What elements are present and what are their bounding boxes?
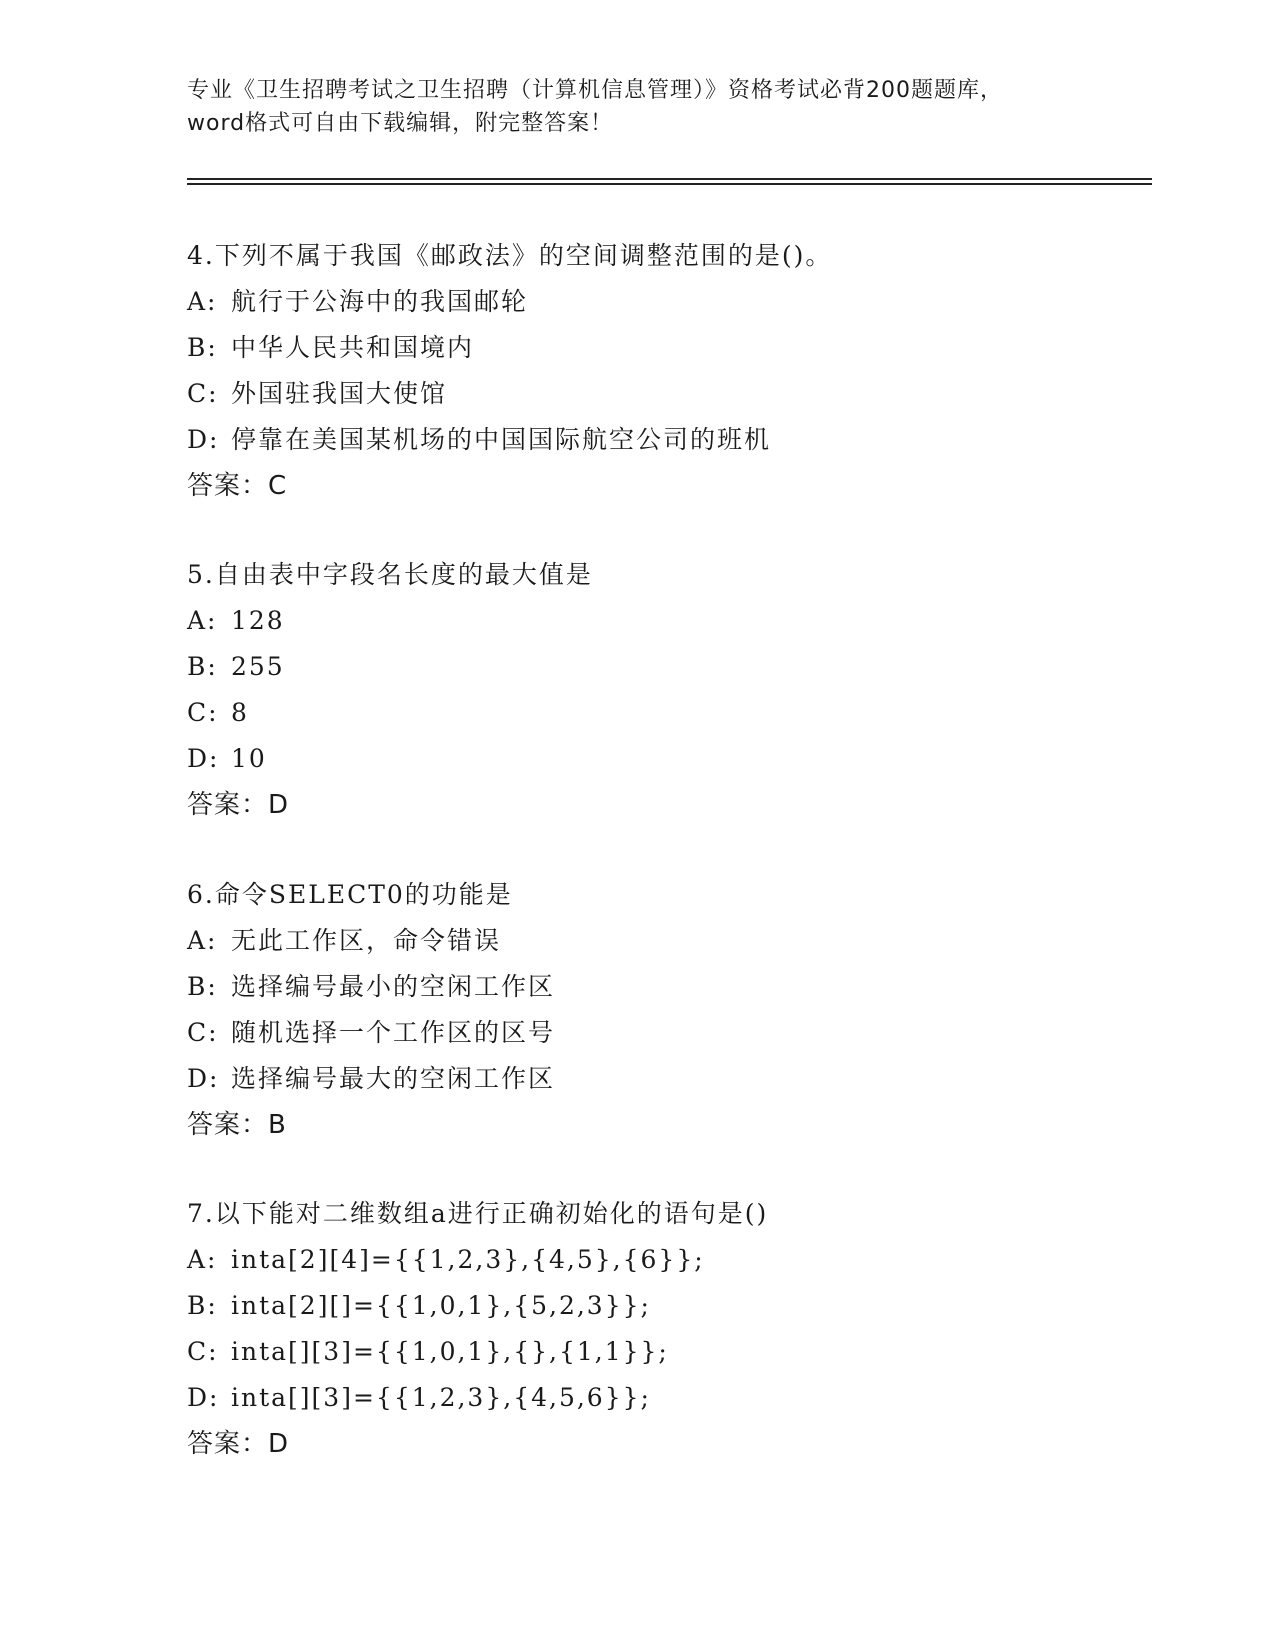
option-label: C: [187, 1337, 219, 1366]
option-a [187, 1237, 1147, 1283]
option-b [187, 644, 1147, 690]
option-label: B: [187, 1291, 218, 1320]
option-label: C: [187, 379, 219, 408]
header-divider-bottom [187, 183, 1152, 185]
option-label: A: [187, 1245, 218, 1274]
option-c [187, 1010, 1147, 1056]
option-text: 停靠在美国某机场的中国国际航空公司的班机 [231, 425, 772, 454]
option-label: C: [187, 698, 219, 727]
question-6 [187, 872, 1147, 1148]
option-d [187, 417, 1147, 463]
question-text: 5.自由表中字段名长度的最大值是 [187, 560, 593, 589]
option-text: 10 [231, 744, 267, 773]
option-text: 选择编号最小的空闲工作区 [231, 972, 556, 1001]
option-label: B: [187, 972, 218, 1001]
option-label: A: [187, 287, 218, 316]
option-text: 128 [231, 606, 285, 635]
option-b [187, 964, 1147, 1010]
option-text: inta[][3]={{1,2,3},{4,5,6}}; [231, 1383, 651, 1412]
option-text: 8 [231, 698, 249, 727]
question-text: 6.命令SELECT0的功能是 [187, 880, 513, 909]
question-text: 4.下列不属于我国《邮政法》的空间调整范围的是()。 [187, 241, 833, 270]
document-header [187, 74, 1087, 140]
option-a [187, 598, 1147, 644]
option-label: D: [187, 744, 220, 773]
option-text: 航行于公海中的我国邮轮 [231, 287, 529, 316]
answer-line: 答案：C [187, 471, 288, 501]
option-d [187, 1056, 1147, 1102]
option-text: 无此工作区，命令错误 [231, 926, 502, 955]
option-c [187, 690, 1147, 736]
option-label: B: [187, 333, 218, 362]
option-label: A: [187, 926, 218, 955]
option-text: 选择编号最大的空闲工作区 [231, 1064, 556, 1093]
option-label: B: [187, 652, 218, 681]
option-text: 外国驻我国大使馆 [231, 379, 448, 408]
option-label: D: [187, 1383, 220, 1412]
option-a [187, 279, 1147, 325]
option-d [187, 1375, 1147, 1421]
option-text: inta[2][4]={{1,2,3},{4,5},{6}}; [231, 1245, 705, 1274]
answer-line: 答案：D [187, 1429, 290, 1459]
option-text: 随机选择一个工作区的区号 [231, 1018, 556, 1047]
option-text: 中华人民共和国境内 [231, 333, 475, 362]
question-5 [187, 552, 1147, 828]
option-label: C: [187, 1018, 219, 1047]
option-label: A: [187, 606, 218, 635]
option-d [187, 736, 1147, 782]
header-title-line-2: word格式可自由下载编辑，附完整答案！ [187, 111, 614, 136]
question-text: 7.以下能对二维数组a进行正确初始化的语句是() [187, 1199, 769, 1228]
question-7 [187, 1191, 1147, 1467]
option-b [187, 1283, 1147, 1329]
option-text: 255 [231, 652, 285, 681]
option-c [187, 1329, 1147, 1375]
option-text: inta[2][]={{1,0,1},{5,2,3}}; [231, 1291, 651, 1320]
option-label: D: [187, 1064, 220, 1093]
option-label: D: [187, 425, 220, 454]
answer-line: 答案：D [187, 790, 290, 820]
option-b [187, 325, 1147, 371]
question-4 [187, 233, 1147, 509]
answer-line: 答案：B [187, 1110, 287, 1140]
header-title-line-1: 专业《卫生招聘考试之卫生招聘（计算机信息管理）》资格考试必背200题题库， [187, 78, 1003, 103]
header-divider-top [187, 178, 1152, 180]
option-text: inta[][3]={{1,0,1},{},{1,1}}; [231, 1337, 669, 1366]
option-a [187, 918, 1147, 964]
option-c [187, 371, 1147, 417]
